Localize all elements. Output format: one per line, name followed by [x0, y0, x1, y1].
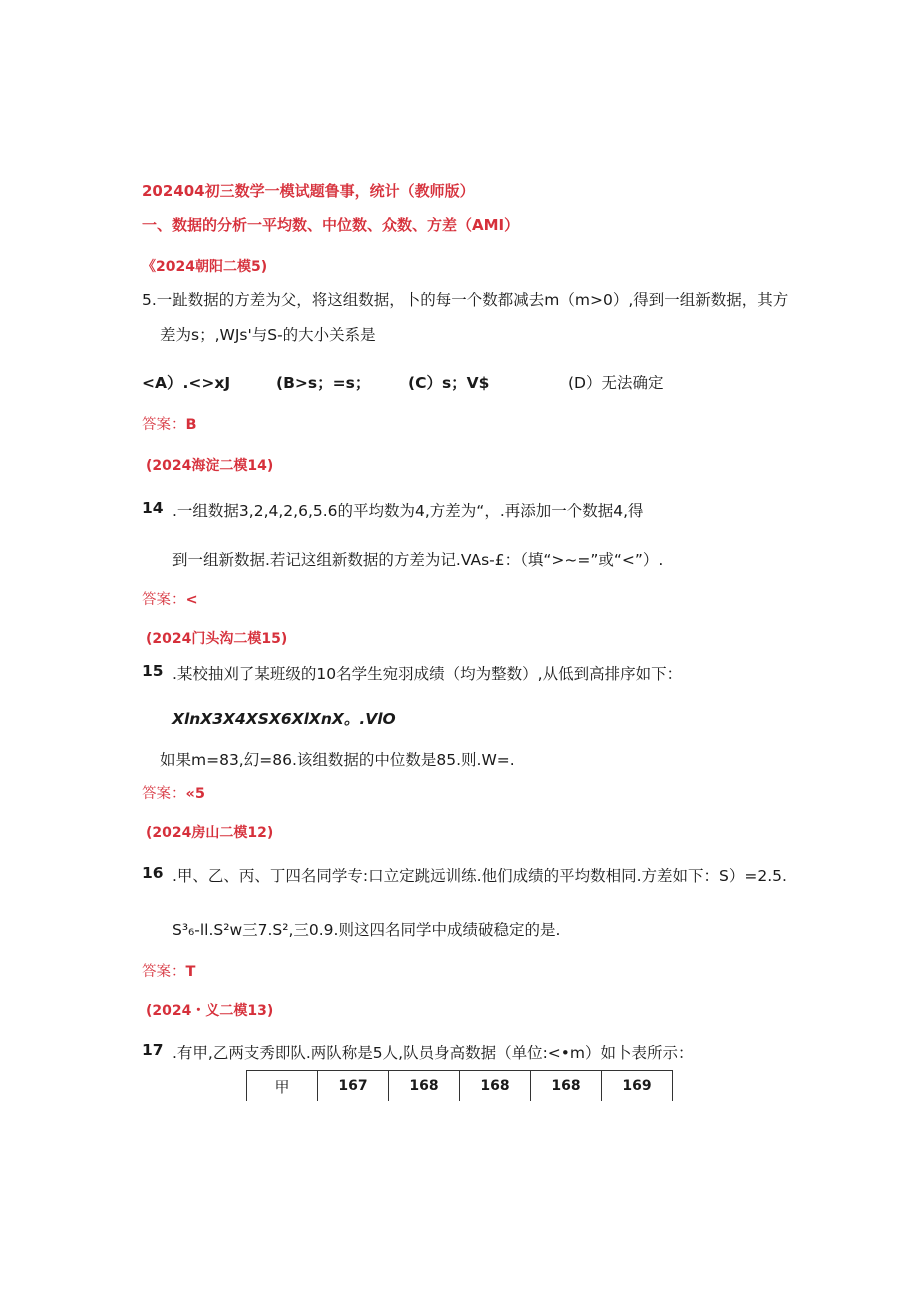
- answer-value: «5: [185, 786, 205, 802]
- option-b: (B>s；=s；: [276, 374, 371, 392]
- height-table: [246, 1070, 673, 1101]
- question-source: (2024海淀二模14): [146, 458, 274, 474]
- answer-label: 答案：: [142, 964, 186, 980]
- question-source: (2024房山二模12): [146, 825, 274, 841]
- question-text: .一组数据3,2,4,2,6,5.6的平均数为4,方差为“，.再添加一个数据4,得: [172, 502, 644, 520]
- table-cell: 甲: [247, 1071, 318, 1102]
- answer-value: T: [185, 964, 196, 980]
- answer-value: <: [185, 592, 198, 608]
- question-source: 《2024朝阳二模5): [142, 259, 268, 275]
- question-text: 差为s；,WJs'与S-的大小关系是: [160, 326, 376, 344]
- data-sequence: XlnX3X4XSX6XlXnX。.VlO: [172, 710, 396, 728]
- answer: [142, 588, 198, 609]
- question-text: .某校抽刈了某班级的10名学生宛羽成绩（均为整数）,从低到高排序如下：: [172, 665, 683, 683]
- question-text: .甲、乙、丙、丁四名同学专:口立定跳远训练.他们成绩的平均数相同.方差如下：S）=2.5.: [172, 867, 787, 885]
- answer: [142, 782, 205, 803]
- option-c: (C）s；V$: [408, 374, 490, 392]
- question-text: 到一组新数据.若记这组新数据的方差为记.VAs-£：（填“>~=”或“<”）.: [172, 551, 664, 569]
- table-row: [247, 1071, 673, 1102]
- question-number: 17: [142, 1041, 164, 1059]
- question-number: 15: [142, 662, 164, 680]
- question-number: 16: [142, 864, 164, 882]
- table-cell: 168: [389, 1071, 460, 1102]
- answer-label: 答案：: [142, 417, 186, 433]
- table-cell: 167: [318, 1071, 389, 1102]
- answer: [142, 960, 195, 981]
- question-text: 如果m=83,幻=86.该组数据的中位数是85.则.W=.: [160, 751, 515, 769]
- answer: [142, 413, 197, 434]
- question-number: 14: [142, 499, 164, 517]
- answer-label: 答案：: [142, 592, 186, 608]
- question-source: (2024门头沟二模15): [146, 631, 288, 647]
- section-heading: 一、数据的分析一平均数、中位数、众数、方差（AMI）: [142, 216, 520, 234]
- option-a: <A）.<>xJ: [142, 374, 231, 392]
- answer-label: 答案：: [142, 786, 186, 802]
- question-text: S³₆-ll.S²w三7.S²,三0.9.则这四名同学中成绩破稳定的是.: [172, 921, 561, 939]
- option-d: (D）无法确定: [568, 374, 664, 392]
- question-text: 5.一趾数据的方差为父，将这组数据，卜的每一个数都减去m（m>0）,得到一组新数据，其方: [142, 291, 789, 309]
- table-cell: 168: [531, 1071, 602, 1102]
- table-cell: 168: [460, 1071, 531, 1102]
- answer-value: B: [185, 417, 197, 433]
- document-title: 202404初三数学一模试题鲁事，统计（教师版）: [142, 182, 475, 200]
- question-text: .有甲,乙两支秀即队.两队称是5人,队员身高数据（单位:<•m）如卜表所示：: [172, 1044, 694, 1062]
- question-source: (2024・义二模13): [146, 1003, 274, 1019]
- table-cell: 169: [602, 1071, 673, 1102]
